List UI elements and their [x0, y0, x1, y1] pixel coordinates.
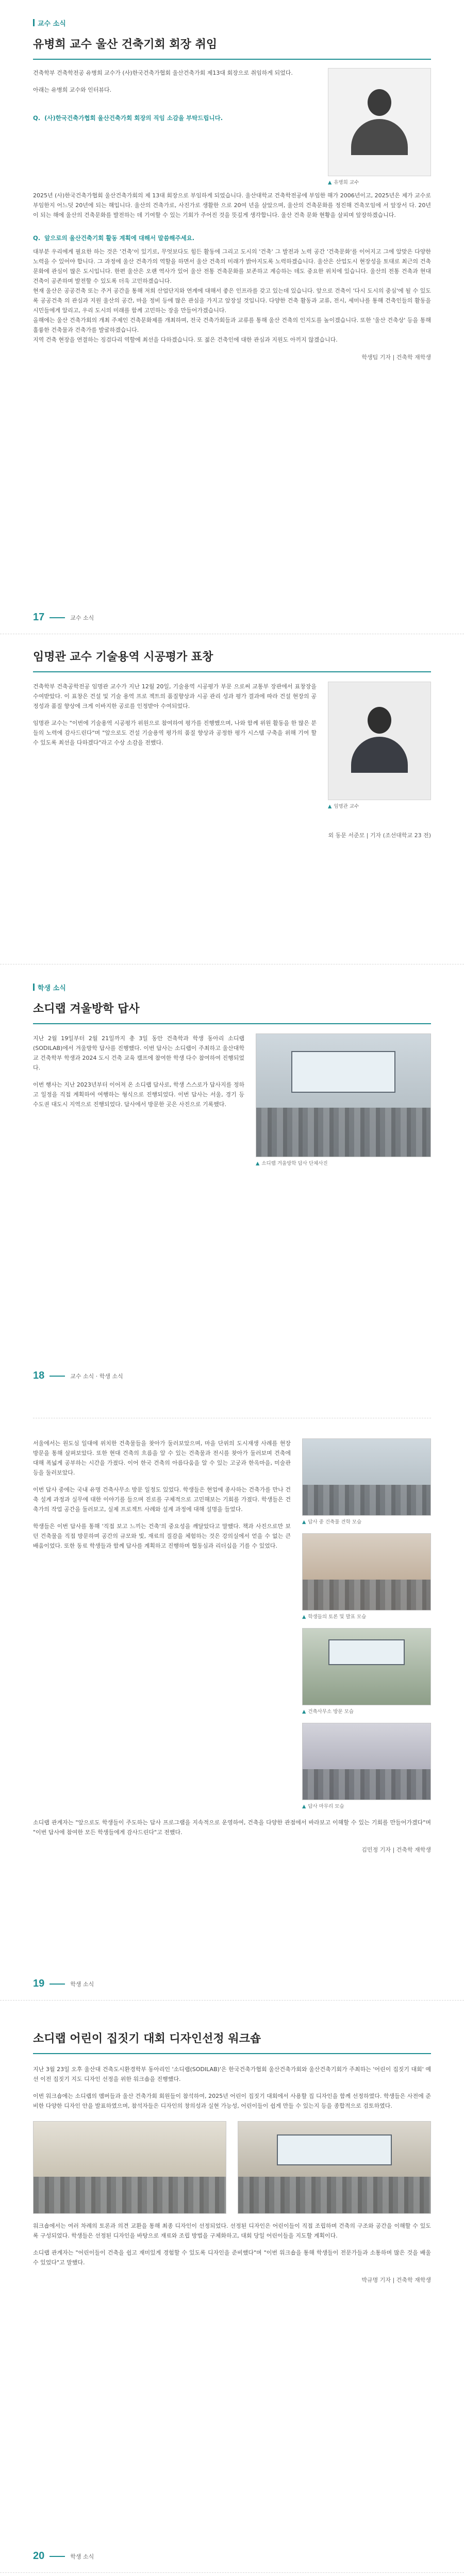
caption-triangle-icon: ▲	[302, 1709, 306, 1715]
byline: 학생팀 기자 | 건축학 재학생	[361, 354, 431, 361]
paragraph: 지난 3월 23일 오후 울산대 건축도시환경학부 동아리인 '소디랩(SODILAB)'은 한국건축가협회 울산건축가회와 울산건축기회가 주최하는 '어린이 집짓기 대회' 예선 이전 집짓기 지도 디자인 선정을 위한 워크숍을 진행했다.	[33, 2066, 431, 2082]
paragraph: 이번 행사는 지난 2023년부터 이어져 온 소디랩 답사로, 학생 스스로가 답사지를 정하고 일정을 직접 계획하여 여행하는 형식으로 진행되었다. 이번 답사는 서울, 경기 등 수도권 대도시 지역으로 진행되었다. 답사에서 방문한 곳은 사진으로 기록했다.	[33, 1081, 244, 1108]
question	[33, 233, 431, 243]
section-tag-bar	[33, 984, 35, 991]
paragraph: 학생들은 이번 답사를 통해 '직접 보고 느끼는 건축'의 중요성을 깨달았다고 말했다. 책과 사진으로만 보던 건축물을 직접 방문하며 공간의 규모와 빛, 재료의 질감을 체험하는 것은 강의실에서 얻을 수 없는 큰 배움이었다. 또한 동료 학생들과 함께 답사를 계획하고 진행하며 협동심과 리더십을 기를 수 있었다.	[33, 1523, 291, 1549]
photo-caption: ▲ 답사 마무리 모습	[302, 1804, 344, 1809]
person-body	[351, 737, 408, 773]
question-text: (사)한국건축가협회 울산건축가회 회장의 직임 소감을 부탁드립니다.	[44, 114, 223, 122]
photo-crowd	[303, 1769, 430, 1800]
photo-crowd	[256, 1108, 430, 1157]
photo-caption: ▲ 학생들의 토론 및 발표 모습	[302, 1614, 367, 1620]
photo-crowd	[303, 1580, 430, 1610]
page-footer	[33, 1978, 94, 1990]
article-text	[33, 1438, 291, 1810]
answer: 2025년 (사)한국건축가협회 울산건축가회의 제 13대 회장으로 부임하게 되었습니다. 울산대학교 건축학전공에 부임한 해가 2006년이고, 2025년은 제가 교수로 부임한지 어느덧 20년에 되는 해입니다. 울산의 건축가로, 사진가로 생활한 으로 20여 년을 살았으며, 울산의 건축문화를 정진해 건축모임에 서 앞장서 다. 20년이 되는 해에 울산의 건축문화를 발전하는 데 기여할 수 있는 기회가 주어진 것을 뜻깊게 생각합니다. 울산 건축 문화 현황을 살피며 앞장하겠습니다.	[33, 192, 431, 218]
caption-triangle-icon: ▲	[302, 1519, 306, 1525]
section-tag	[33, 982, 431, 992]
footer-bar	[49, 617, 65, 618]
footer-label: 학생 소식	[70, 2553, 94, 2560]
section-tag-label: 학생 소식	[38, 984, 66, 992]
question-text: 앞으로의 울산건축기회 활동 계획에 대해서 말씀해주세요.	[44, 234, 195, 242]
footer-label: 교수 소식	[70, 614, 94, 621]
section-tag-label: 교수 소식	[38, 20, 66, 28]
title-rule	[33, 2053, 431, 2054]
paragraph: 소디랩 관계자는 "앞으로도 학생들이 주도하는 답사 프로그램을 지속적으로 운영하여, 건축을 다양한 관점에서 바라보고 이해할 수 있는 기회를 만들어가겠다"며 "이번 답사에 참여한 모든 학생들에게 감사드린다"고 전했다.	[33, 1819, 431, 1836]
paragraph: 워크숍에서는 여러 차례의 토론과 의견 교환을 통해 최종 디자인이 선정되었다. 선정된 디자인은 어린이들이 직접 조립하며 건축의 구조와 공간을 이해할 수 있도록 구성되었다. 학생들은 선정된 디자인을 바탕으로 재료와 조립 방법을 구체화하고, 대회 당일 어린이들을 지도할 계획이다.	[33, 2223, 431, 2239]
paragraph: 소디랩 관계자는 "어린이들이 건축을 쉽고 재미있게 경험할 수 있도록 디자인을 준비했다"며 "이번 워크숍을 통해 학생들이 전문가들과 소통하며 많은 것을 배울 수 있었다"고 말했다.	[33, 2249, 431, 2266]
page-number: 17	[33, 612, 45, 623]
page-number: 18	[33, 1370, 45, 1381]
paragraph: 지난 2월 19일부터 2월 21일까지 총 3일 동안 건축학과 학생 동아리 소디랩(SODILAB)에서 겨울방학 답사를 진행했다. 이번 답사는 소디랩이 주최하고 울산대학교 건축학부 학생과 2024 도시 건축 교육 캠프에 참여한 학생 다수 참여하여 진행되었다.	[33, 1035, 244, 1071]
page-professor-news-1	[0, 0, 464, 634]
photo-backdrop	[277, 2134, 392, 2166]
article-row	[33, 682, 431, 810]
portrait-photo	[328, 68, 431, 176]
page-student-news-2	[0, 2001, 464, 2572]
article-title: 소디랩 어린이 집짓기 대회 디자인선정 워크숍	[33, 2032, 261, 2045]
person-head	[368, 707, 391, 734]
photo-caption: ▲ 답사 중 건축물 견학 모습	[302, 1519, 362, 1525]
intro-paragraph: 건축학부 건축학전공 유병희 교수가 (사)한국건축가협회 울산건축가회 제13대 회장으로 취임하게 되었다.	[33, 70, 293, 76]
photo-crowd	[303, 1485, 430, 1515]
byline: 외 동문 서준모 | 기자 (조선대학교 23 전)	[328, 832, 431, 839]
person-silhouette-icon	[351, 89, 408, 155]
person-silhouette-icon	[351, 707, 408, 773]
page-content	[33, 18, 431, 610]
title-rule	[33, 1023, 431, 1024]
page-student-news-3	[0, 2573, 464, 2576]
footer-label: 교수 소식 · 학생 소식	[70, 1372, 123, 1380]
person-head	[368, 89, 391, 116]
intro-row	[33, 68, 431, 187]
portrait-figure	[328, 682, 431, 810]
article-row	[33, 1438, 431, 1810]
photo	[302, 1533, 431, 1611]
byline: 김민정 기자 | 건축학 재학생	[361, 1846, 431, 1853]
workshop-photo	[238, 2121, 431, 2214]
page-professor-news-2	[0, 634, 464, 964]
footer-label: 학생 소식	[70, 1980, 94, 1988]
article-text	[33, 1033, 244, 1167]
caption-triangle-icon: ▲	[302, 1614, 306, 1620]
photo-row	[33, 2121, 431, 2214]
section-tag-bar	[33, 19, 35, 26]
title-rule	[33, 59, 431, 60]
article-text	[33, 682, 317, 810]
photo	[302, 1723, 431, 1800]
person-body	[351, 119, 408, 155]
page-footer	[33, 612, 94, 623]
title-rule	[33, 671, 431, 672]
portrait-figure	[328, 68, 431, 187]
page-number: 19	[33, 1978, 45, 1989]
question	[33, 113, 317, 123]
photo-crowd	[34, 2177, 226, 2213]
article-title: 유병희 교수 울산 건축기회 회장 취임	[33, 38, 218, 51]
photo-caption: ▲ 소디랩 겨울방학 답사 단체사진	[256, 1161, 328, 1166]
photo	[302, 1628, 431, 1705]
photo-column	[302, 1438, 431, 1810]
page-footer	[33, 1370, 123, 1382]
page-content	[33, 650, 431, 940]
photo-backdrop	[291, 1051, 396, 1093]
section-tag	[33, 18, 431, 28]
question-marker-icon: Q.	[33, 114, 41, 122]
article-title: 소디랩 겨울방학 답사	[33, 1003, 140, 1015]
byline: 박규명 기자 | 건축학 재학생	[361, 2277, 431, 2283]
footer-bar	[49, 1376, 65, 1377]
question-marker-icon: Q.	[33, 234, 41, 242]
paragraph: 이번 워크숍에는 소디랩의 멤버들과 울산 건축가회 회원들이 참석하여, 2025년 어린이 집짓기 대회에서 사용할 집 디자인을 함께 선정하였다. 학생들은 사전에 준비한 다양한 디자인 안을 발표하였으며, 참석자들은 디자인의 창의성과 실현 가능성, 어린이들이 쉽게 만들 수 있는지 등을 종합적으로 검토하였다.	[33, 2093, 431, 2109]
page-footer	[33, 2550, 94, 2562]
paragraph: 건축학부 건축공학전공 임명관 교수가 지난 12월 20일, 기술용역 시공평가 부문 으로써 교통부 장관에서 표창장을 수여받았다. 이 표창은 건설 및 기술 용역 프로 젝트의 품질향상과 시공 관리 성과 평가 결과에 따라 건설 현장의 공정성과 품질 향상에 크게 이바지한 공로를 인정받아 수여되었다.	[33, 683, 317, 709]
footer-bar	[49, 1984, 65, 1985]
paragraph: 서울에서는 원도심 일대에 위치한 건축물들을 찾아가 둘러보았으며, 마을 단위의 도시재생 사례를 현장 방문을 통해 살펴보았다. 또한 현대 건축의 흐름을 알 수 있는 건축물과 전시를 찾아가 둘러보며 건축에 대해 폭넓게 공부하는 시간을 가졌다. 이어 한국 건축의 아름다움을 알 수 있는 고궁과 한옥마을, 미술관 등을 둘러보았다.	[33, 1440, 291, 1476]
article-row	[33, 1033, 431, 1167]
article-title: 임명관 교수 기술용역 시공평가 표창	[33, 651, 213, 664]
photo-backdrop	[328, 1639, 405, 1665]
caption-triangle-icon: ▲	[256, 1161, 260, 1166]
page-student-news-1	[0, 964, 464, 2000]
photo-caption: ▲ 유병희 교수	[328, 180, 359, 185]
workshop-photo	[33, 2121, 226, 2214]
caption-triangle-icon: ▲	[328, 804, 332, 809]
portrait-photo	[328, 682, 431, 800]
intro-text	[33, 68, 317, 187]
photo	[302, 1438, 431, 1516]
intro-paragraph: 아래는 유병희 교수와 인터뷰다.	[33, 87, 112, 93]
photo-figure	[256, 1033, 431, 1167]
page-content-continued	[33, 1438, 431, 1854]
photo-caption: ▲ 건축사무소 방문 모습	[302, 1709, 354, 1715]
group-photo	[256, 1033, 431, 1157]
paragraph: 임명관 교수는 "이번에 기술용역 시공평가 위원으로 참여하여 평가를 진행했으며, 나와 함께 위원 활동을 한 많은 분들의 노력에 감사드린다"며 "앞으로도 건설 기술용역 평가의 품질 향상과 공정한 평가 시스템 구축을 위해 기여 할 수 있도록 최선을 다하겠다"라고 수상 소감을 전했다.	[33, 720, 317, 746]
page-content	[33, 2031, 431, 2549]
photo-caption: ▲ 임명관 교수	[328, 804, 359, 809]
page-number: 20	[33, 2550, 45, 2562]
answer: 대부분 우리에게 필요한 하는 것은 '건축'이 있기로, 무엇보다도 힘든 활동에 그리고 도시의 '건축' 그 발전과 노력 공간 '건축문화'를 이어지고 그에 알맞은 다양한 노력을 수 있어야 합니다. 그 과정에 울산 건축가의 역할을 하면서 울산 건축의 미래가 밝아지도록 노력하겠습니다. 울산은 산업도시 현장성을 토대로 최근의 건축문화에 관심이 많은 도시입니다. 한편 울산은 오랜 역사가 있어 울산 전통 건축문화를 보존하고 계승하는 데도 중요한 위치에 있습니다. 울산의 전통 건축과 현대 건축이 공존하며 발전할 수 있도록 더욱 고민하겠습니다. 현재 울산은 공공건축 또는 주거 공간을 통해 저희 산업단지와 연계에 대해서 좋은 인프라를 갖고 있는데 있습니다. 앞으로 건축이 '다시 도시의 중심'에 될 수 있도록 공공건축 의 관심과 지원 울산의 공간, 마을 정비 등에 많은 관심을 가지고 앞장설 것입니다. 다양한 건축 활동과 교류, 전시, 세미나를 통해 건축인들의 활동을 시민들에게 알리고, 우리 도시의 미래를 함께 고민하는 장을 만들어가겠습니다. 올해에는 울산 건축가회의 개최 주제인 건축문화제를 개최하며, 전국 건축가회들과 교류를 통해 울산 건축의 인지도를 높이겠습니다. 또한 '울산 건축상' 등을 통해 훌륭한 건축물과 건축가를 발굴하겠습니다. 지역 건축 현장을 연결하는 징검다리 역할에 최선을 다하겠습니다. 또 젊은 건축인에 대한 관심과 지원도 아끼지 않겠습니다.	[33, 248, 432, 343]
footer-bar	[49, 2556, 65, 2557]
photo-crowd	[238, 2177, 430, 2213]
caption-triangle-icon: ▲	[302, 1804, 306, 1809]
paragraph: 이번 답사 중에는 국내 유명 건축사무소 방문 일정도 있었다. 학생들은 현업에 종사하는 건축가를 만나 건축 설계 과정과 실무에 대한 이야기를 들으며 진로를 구체적으로 고민해보는 기회를 가졌다. 학생들은 건축가의 작업 공간을 둘러보고, 실제 프로젝트 사례와 설계 과정에 대해 설명을 들었다.	[33, 1486, 291, 1513]
caption-triangle-icon: ▲	[328, 180, 332, 185]
